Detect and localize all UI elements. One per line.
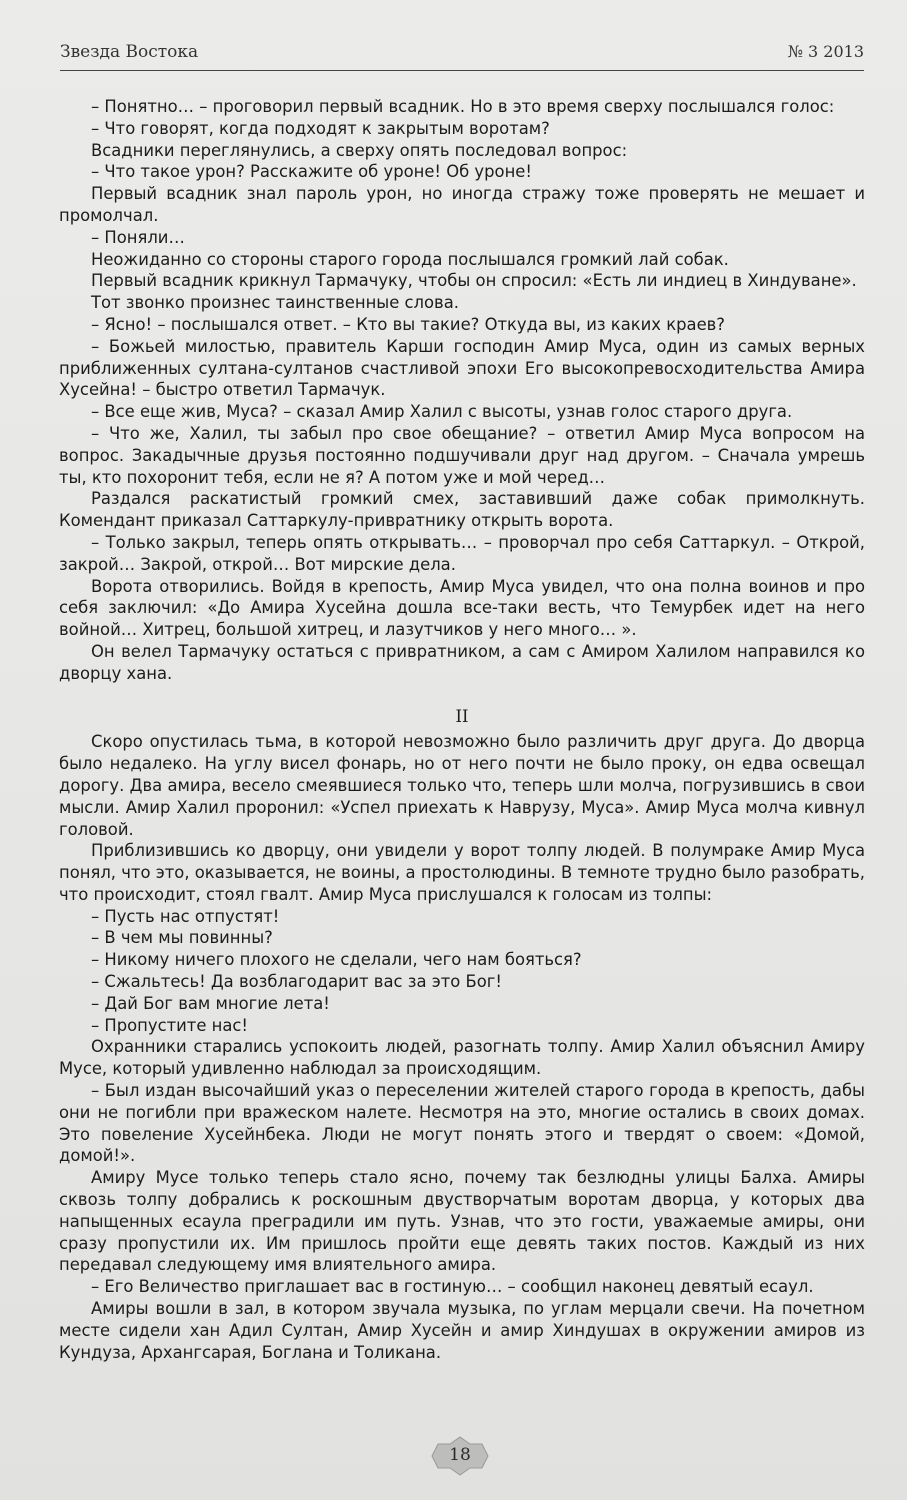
issue-number: № 3 2013 (787, 42, 864, 61)
paragraph: – Только закрыл, теперь опять открывать… – проворчал про себя Саттаркул. – Открой, закрой… Закрой, открой… Вот мирские дела. (59, 532, 865, 574)
paragraph: Скоро опустилась тьма, в которой невозможно было различить друг друга. До дворца было недалеко. На углу висел фонарь, но от него почти не было проку, он едва освещал дорогу. Два амира, весело смеявшиеся только что, теперь шли молча, погрузившись в свои мысли. Амир Халил проронил: «Успел приехать к Наврузу, Муса». Амир Муса молча кивнул головой. (59, 732, 865, 839)
paragraph: – Что такое урон? Расскажите об уроне! Об уроне! (91, 162, 532, 182)
paragraph: Всадники переглянулись, а сверху опять последовал вопрос: (91, 140, 628, 160)
paragraph: Тот звонко произнес таинственные слова. (91, 293, 459, 313)
paragraph: – Что говорят, когда подходят к закрытым воротам? (91, 118, 550, 138)
paragraph: – Все еще жив, Муса? – сказал Амир Халил с высоты, узнав голос старого друга. (91, 402, 793, 422)
running-header (60, 40, 864, 71)
paragraph: – В чем мы повинны? (91, 928, 273, 948)
paragraph: – Поняли… (91, 227, 185, 247)
paragraph: – Был издан высочайший указ о переселении жителей старого города в крепость, дабы они не погибли при вражеском налете. Несмотря на это, многие остались в своих домах. Это повеление Хусейнбека. Люди не могут понять этого и твердят о своем: «Домой, домой!». (59, 1081, 865, 1166)
paragraph: Приблизившись ко дворцу, они увидели у ворот толпу людей. В полумраке Амир Муса понял, что это, оказывается, не воины, а простолюдины. В темноте трудно было разобрать, что происходит, стоял гвалт. Амир Муса прислушался к голосам из толпы: (59, 841, 865, 904)
paragraph: Амиры вошли в зал, в котором звучала музыка, по углам мерцали свечи. На почетном месте сидели хан Адил Султан, Амир Хусейн и амир Хиндушах в окружении амиров из Кундуза, Архангсарая, Боглана и Толикана. (59, 1299, 865, 1362)
paragraph: Охранники старались успокоить людей, разогнать толпу. Амир Халил объяснил Амиру Мусе, который удивленно наблюдал за происходящим. (59, 1037, 865, 1079)
paragraph: Он велел Тармачуку остаться с привратником, а сам с Амиром Халилом направился ко дворцу хана. (59, 641, 865, 683)
paragraph: Неожиданно со стороны старого города послышался громкий лай собак. (91, 249, 729, 269)
paragraph: – Ясно! – послышался ответ. – Кто вы такие? Откуда вы, из каких краев? (91, 314, 726, 334)
paragraph: – Никому ничего плохого не сделали, чего нам бояться? (91, 950, 582, 970)
paragraph: – Его Величество приглашает вас в гостиную… – сообщил наконец девятый есаул. (91, 1277, 814, 1297)
page-number-text: 18 (449, 1445, 471, 1465)
paragraph: Раздался раскатистый громкий смех, заставивший даже собак примолкнуть. Комендант приказал Саттаркулу-привратнику открыть ворота. (59, 489, 865, 531)
paragraph: – Пропустите нас! (91, 1015, 248, 1035)
journal-title: Звезда Востока (60, 42, 199, 62)
paragraph: – Что же, Халил, ты забыл про свое обещание? – ответил Амир Муса вопросом на вопрос. Закадычные друзья постоянно подшучивали друг над другом. – Сначала умрешь ты, кто похоронит тебя, если не я? А потом уже и мой черед… (59, 423, 865, 487)
paragraph: Первый всадник знал пароль урон, но иногда стражу тоже проверять не мешает и промолчал. (59, 184, 865, 225)
paragraph: – Дай Бог вам многие лета! (91, 993, 330, 1013)
paragraph: Ворота отворились. Войдя в крепость, Амир Муса увидел, что она полна воинов и про себя заключил: «До Амира Хусейна дошла все-таки весть, что Темурбек идет на него войной… Хитрец, большой хитрец, и лазутчиков у него много… ». (59, 576, 865, 640)
paragraph: – Божьей милостью, правитель Карши господин Амир Муса, один из самых верных приближенных султана-султанов счастливой эпохи Его высокопревосходительства Амира Хусейна! – быстро ответил Тармачук. (59, 336, 865, 400)
section-number: II (455, 706, 469, 726)
paragraph: Первый всадник крикнул Тармачуку, чтобы он спросил: «Есть ли индиец в Хиндуване». (91, 271, 857, 291)
paragraph: Амиру Мусе только теперь стало ясно, почему так безлюдны улицы Балха. Амиры сквозь толпу добрались к роскошным двустворчатым воротам дворца, у которых два напыщенных есаула преградили им путь. Узнав, что это гости, уважаемые амиры, они сразу пропустили их. Им пришлось пройти еще девять таких постов. Каждый из них передавал следующему имя влиятельного амира. (59, 1168, 865, 1275)
paragraph: – Сжальтесь! Да возблагодарит вас за это Бог! (91, 972, 502, 992)
page-number (430, 1436, 490, 1476)
paragraph: – Понятно… – проговорил первый всадник. Но в это время сверху послышался голос: (91, 97, 835, 116)
article-body (59, 96, 865, 1363)
paragraph: – Пусть нас отпустят! (91, 906, 280, 926)
